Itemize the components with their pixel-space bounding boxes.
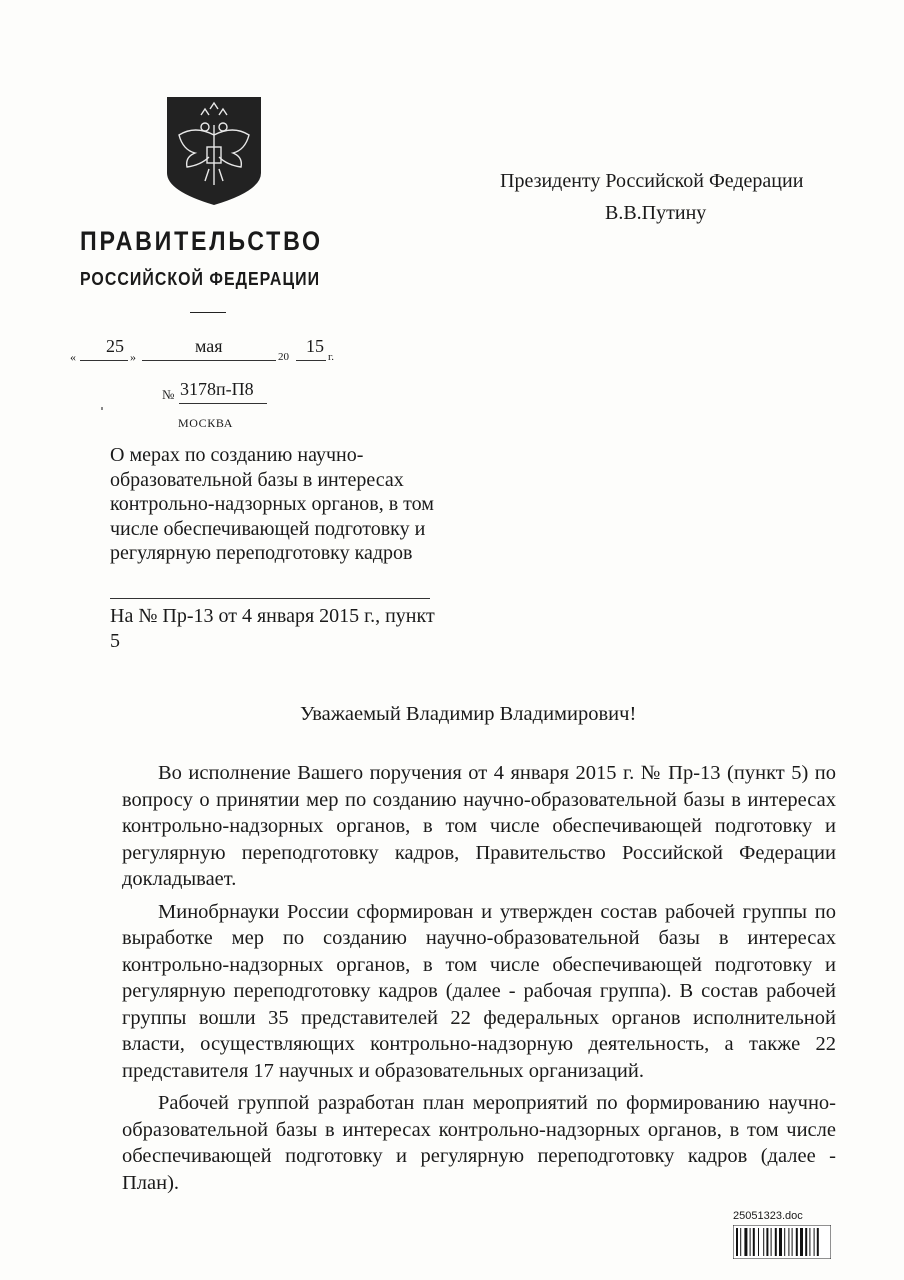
date-month: мая (195, 336, 223, 356)
date-open-quote: « (70, 350, 76, 364)
scan-mark (101, 407, 103, 410)
date-day-line (80, 360, 128, 361)
date-year: 15 (306, 336, 324, 356)
paragraph: Минобрнауки России сформирован и утвержден состав рабочей группы по выработке мер по созданию научно-образовательной базы в интересах контрольно-надзорных органов, в том числе обеспечивающей подготовку и регулярную переподготовку кадров (далее - рабочая группа). В состав рабочей группы вошли 35 представителей 22 федеральных органов исполнительной власти, осуществляющих контрольно-надзорную деятельность, а также 22 представителя 17 научных и образовательных организаций. (122, 900, 836, 1082)
barcode-icon (733, 1225, 831, 1259)
divider (190, 312, 226, 313)
number-value: 3178п-П8 (180, 379, 254, 399)
number-line (179, 403, 267, 404)
coat-of-arms-icon (165, 95, 263, 207)
document-number (162, 379, 362, 407)
document-filename: 25051323.doc (733, 1210, 803, 1222)
subject-divider (110, 598, 430, 599)
addressee-name: В.В.Путину (605, 202, 707, 224)
date-year-line (296, 360, 326, 361)
document-date (70, 336, 370, 368)
letter-body (122, 760, 836, 1202)
organization-title: ПРАВИТЕЛЬСТВО (80, 226, 323, 256)
date-month-line (142, 360, 276, 361)
paragraph: Во исполнение Вашего поручения от 4 января 2015 г. № Пр-13 (пункт 5) по вопросу о принятии мер по созданию научно-образовательной базы в интересах контрольно-надзорных органов, в том числе обеспечивающей подготовку и регулярную переподготовку кадров, Правительство Российской Федерации докладывает. (122, 762, 836, 890)
date-close-quote: » (130, 350, 136, 364)
reference: На № Пр-13 от 4 января 2015 г., пункт 5 (110, 605, 435, 652)
city: МОСКВА (178, 416, 234, 430)
addressee-position: Президенту Российской Федерации (500, 170, 804, 192)
letter-subject: О мерах по созданию научно-образовательной базы в интересах контрольно-надзорных органов, в том числе обеспечивающей подготовку и регулярную переподготовку кадров (110, 444, 434, 564)
paragraph: Рабочей группой разработан план мероприятий по формированию научно-образовательной базы в интересах контрольно-надзорных органов, в том числе обеспечивающей подготовку и регулярную переподготовку кадров (далее - План). (122, 1092, 836, 1194)
number-sign: № (162, 387, 175, 402)
date-century: 20 (278, 351, 289, 363)
organization-subtitle: РОССИЙСКОЙ ФЕДЕРАЦИИ (80, 268, 321, 289)
date-day: 25 (106, 336, 124, 356)
greeting: Уважаемый Владимир Владимирович! (300, 703, 637, 725)
date-suffix: г. (328, 351, 335, 363)
